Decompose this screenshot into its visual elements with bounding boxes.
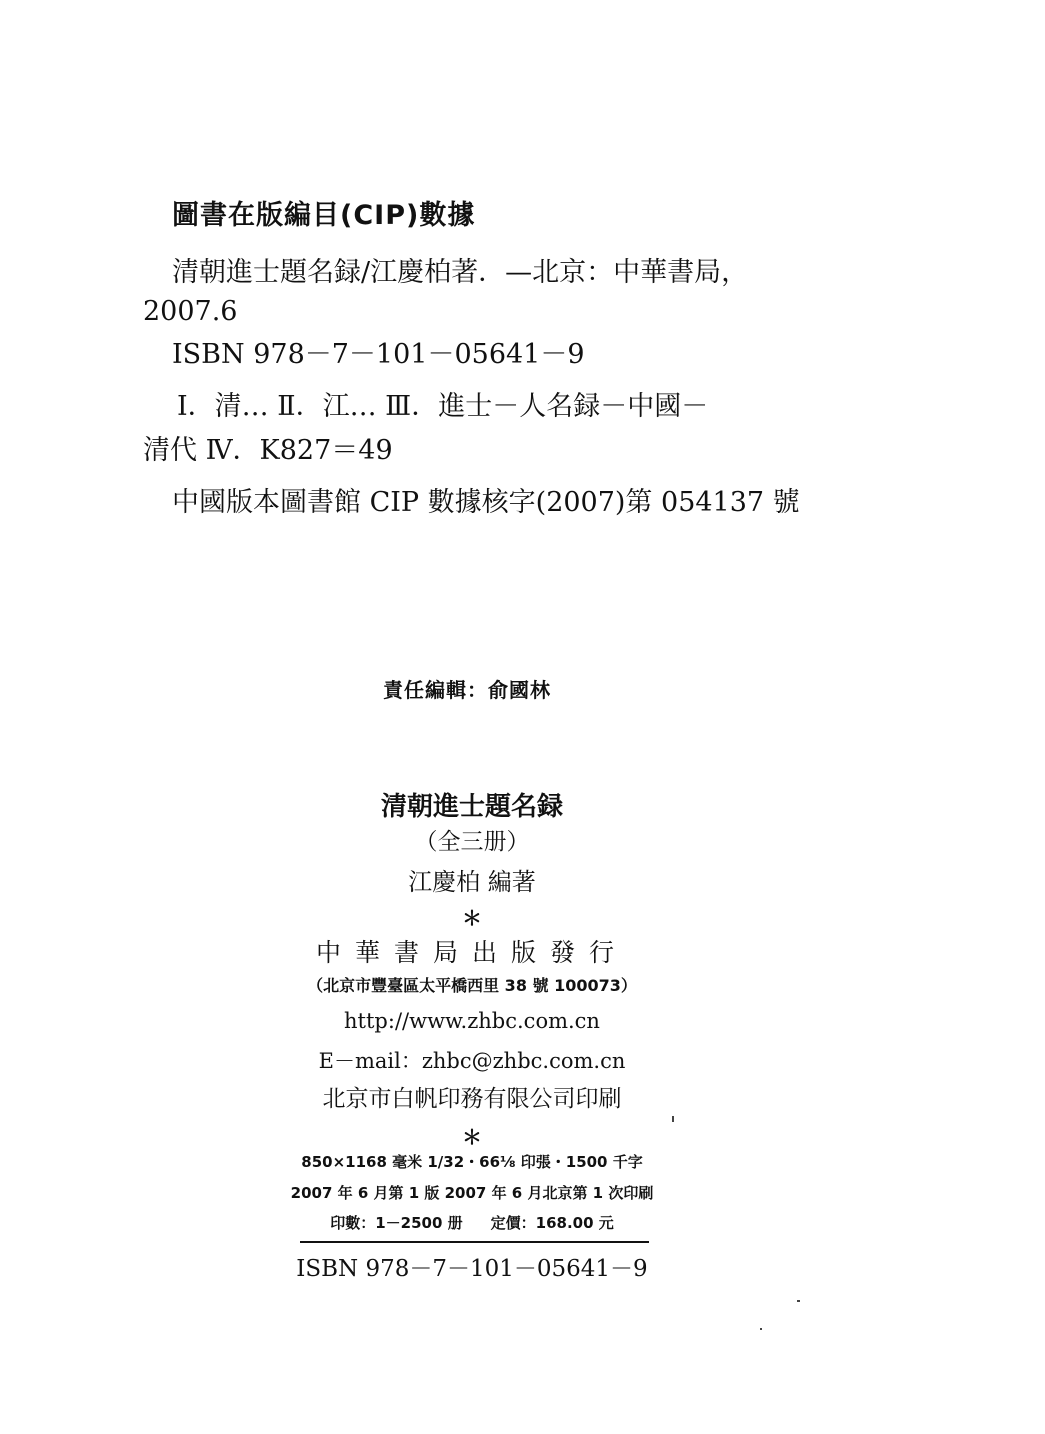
printer-line: 北京市白帆印務有限公司印刷 [322, 1086, 622, 1112]
edition-info: 2007 年 6 月第 1 版 2007 年 6 月北京第 1 次印刷 [290, 1184, 654, 1202]
isbn-bottom: ISBN 978－7－101－05641－9 [296, 1256, 648, 1282]
author-line: 江慶柏 編著 [408, 868, 536, 896]
cip-line-isbn: ISBN 978－7－101－05641－9 [172, 339, 585, 370]
cip-line-date: 2007.6 [143, 296, 238, 327]
book-title: 清朝進士題名録 [380, 792, 563, 822]
publisher-address: （北京市豐臺區太平橋西里 38 號 100073） [307, 976, 637, 995]
cip-line-subjects: Ⅰ．清… Ⅱ．江… Ⅲ．進士－人名録－中國－ [177, 391, 709, 422]
responsible-editor: 責任編輯：俞國林 [383, 678, 551, 702]
cip-heading: 圖書在版編目(CIP)數據 [172, 200, 476, 231]
publisher-line: 中華書局出版發行 [315, 938, 628, 967]
publisher-email: E－mail：zhbc@zhbc.com.cn [318, 1049, 626, 1073]
cip-line-title: 清朝進士題名録/江慶柏著．—北京：中華書局， [172, 257, 749, 288]
scan-speck [760, 1328, 762, 1330]
print-run-and-price [0, 1212, 944, 1233]
separator-star: ＊ [462, 1125, 482, 1149]
volume-count: （全三册） [414, 829, 530, 855]
separator-star: ＊ [462, 906, 482, 930]
horizontal-rule [300, 1241, 649, 1243]
print-run: 印數：1－2500 册 [330, 1214, 463, 1232]
publisher-website: http://www.zhbc.com.cn [344, 1009, 600, 1033]
scan-speck [672, 1116, 674, 1122]
format-specs: 850×1168 毫米 1/32・66⅛ 印張・1500 千字 [301, 1153, 643, 1171]
cip-line-classification: 清代 Ⅳ．K827＝49 [143, 435, 393, 466]
price: 定價：168.00 元 [490, 1214, 614, 1232]
scan-speck [797, 1300, 800, 1302]
cip-line-record-number: 中國版本圖書館 CIP 數據核字(2007)第 054137 號 [172, 487, 800, 518]
